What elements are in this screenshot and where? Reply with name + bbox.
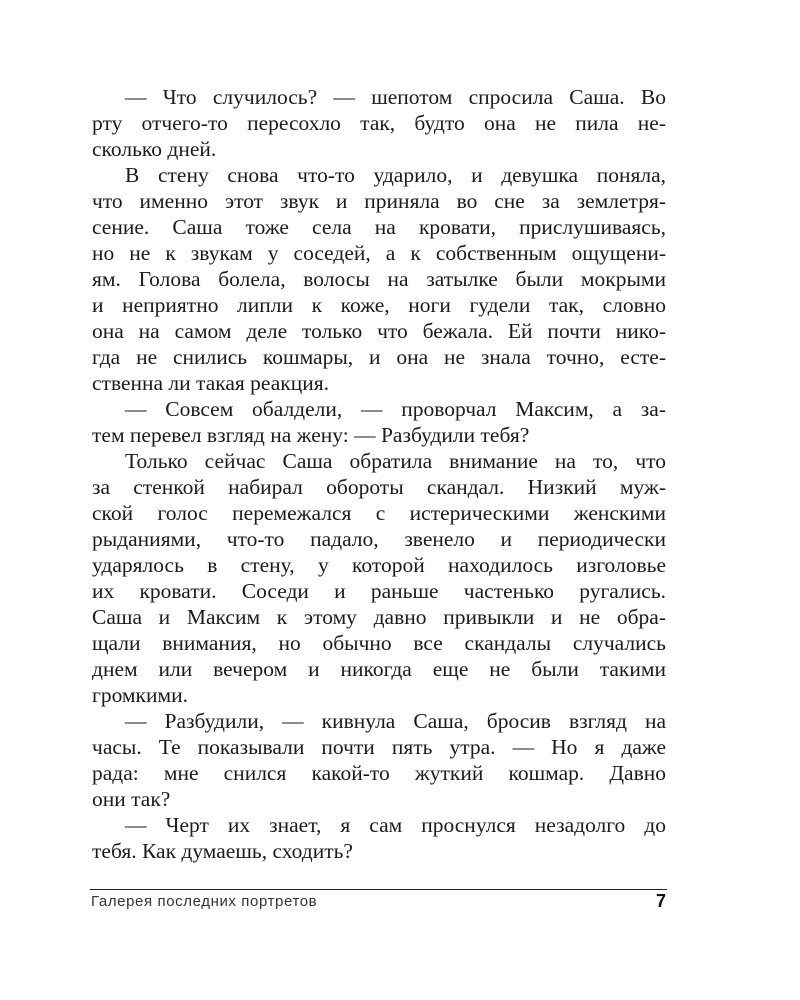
paragraph (92, 84, 666, 162)
text-line: и неприятно липли к коже, ноги гудели так, словно (92, 293, 666, 317)
text-line: рту отчего-то пересохло так, будто она не пила не- (92, 111, 666, 135)
text-line: сение. Саша тоже села на кровати, прислушиваясь, (92, 215, 666, 239)
text-line: ям. Голова болела, волосы на затылке были мокрыми (92, 267, 666, 291)
text-line: рада: мне снился какой-то жуткий кошмар. Давно (92, 761, 666, 785)
paragraph (92, 162, 666, 396)
text-line: — Совсем обалдели, — проворчал Максим, а за- (125, 397, 666, 421)
text-line: тем перевел взгляд на жену: — Разбудили тебя? (92, 423, 530, 447)
text-line: их кровати. Соседи и раньше частенько ругались. (92, 579, 666, 603)
text-line: В стену снова что-то ударило, и девушка поняла, (125, 163, 666, 187)
text-line: — Черт их знает, я сам проснулся незадолго до (125, 813, 666, 837)
text-line: Только сейчас Саша обратила внимание на то, что (125, 449, 666, 473)
text-line: что именно этот звук и приняла во сне за землетря- (92, 189, 666, 213)
footer-divider (90, 889, 667, 890)
text-line: но не к звукам у соседей, а к собственным ощущени- (92, 241, 666, 265)
text-line: сколько дней. (92, 137, 217, 161)
text-line: — Разбудили, — кивнула Саша, бросив взгляд на (125, 709, 666, 733)
body-text (92, 84, 666, 864)
text-line: днем или вечером и никогда еще не были такими (92, 657, 666, 681)
text-line: Саша и Максим к этому давно привыкли и не обра- (92, 605, 666, 629)
text-line: щали внимания, но обычно все скандалы случались (92, 631, 666, 655)
paragraph (92, 708, 666, 812)
paragraph (92, 448, 666, 708)
text-line: за стенкой набирал обороты скандал. Низкий муж- (92, 475, 666, 499)
text-line: ударялось в стену, у которой находилось изголовье (92, 553, 666, 577)
text-line: рыданиями, что-то падало, звенело и периодически (92, 527, 666, 551)
text-line: тебя. Как думаешь, сходить? (92, 839, 353, 863)
text-line: она на самом деле только что бежала. Ей почти нико- (92, 319, 666, 343)
page-number: 7 (655, 891, 666, 911)
paragraph (92, 812, 666, 864)
text-line: ской голос перемежался с истерическими женскими (92, 501, 666, 525)
running-footer-title: Галерея последних портретов (91, 893, 318, 910)
text-line: гда не снились кошмары, и она не знала точно, есте- (92, 345, 666, 369)
text-line: громкими. (92, 683, 188, 707)
text-line: они так? (92, 787, 171, 811)
paragraph (92, 396, 666, 448)
text-line: часы. Те показывали почти пять утра. — Но я даже (92, 735, 666, 759)
text-line: ственна ли такая реакция. (92, 371, 329, 395)
text-line: — Что случилось? — шепотом спросила Саша. Во (125, 85, 666, 109)
